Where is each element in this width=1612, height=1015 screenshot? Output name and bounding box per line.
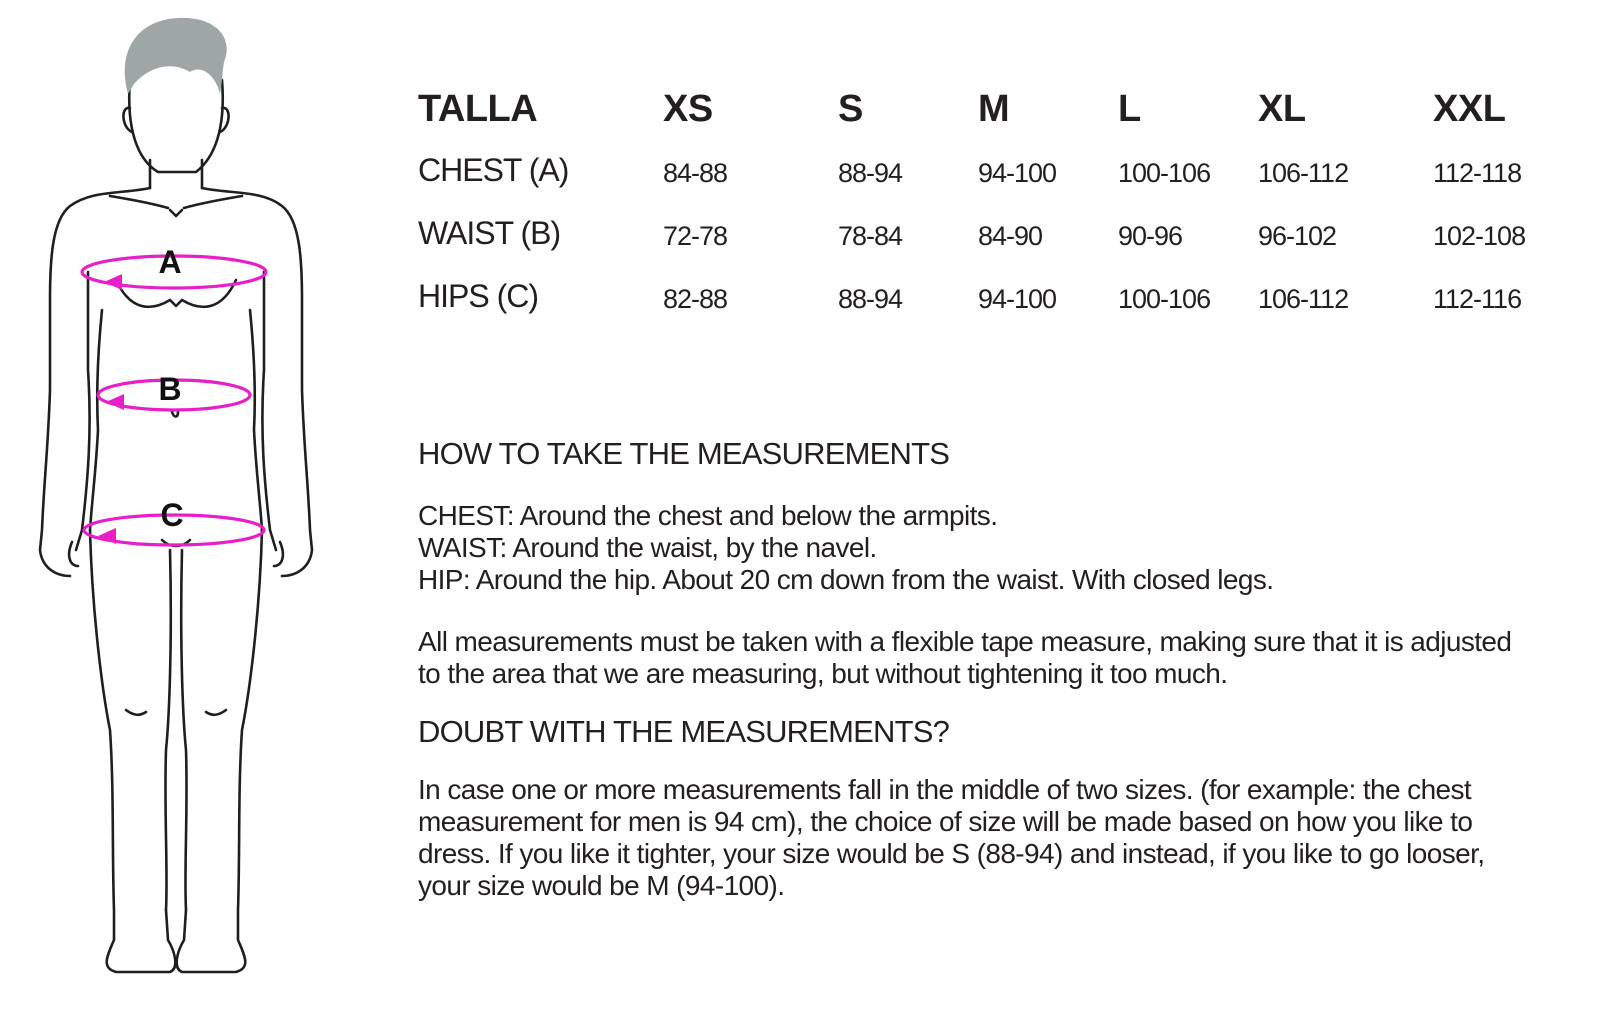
row-label-hips: HIPS (C) <box>418 278 538 314</box>
how-to-title: HOW TO TAKE THE MEASUREMENTS <box>418 436 950 471</box>
size-header-s: S <box>838 88 863 130</box>
table-cell: 106-112 <box>1258 158 1349 188</box>
table-cell: 90-96 <box>1118 221 1183 251</box>
instructions <box>418 436 1588 902</box>
size-header-xs: XS <box>663 88 713 130</box>
size-header-l: L <box>1118 88 1141 130</box>
tape-waist-arrow <box>106 394 124 410</box>
marker-c: C <box>160 497 184 533</box>
table-cell: 84-90 <box>978 221 1043 251</box>
marker-b: B <box>158 371 182 407</box>
flexible-tape-note: All measurements must be taken with a flexible tape measure, making sure that it is adjusted to the area that we are measuring, but without tightening it too much. <box>418 626 1512 689</box>
row-label-waist: WAIST (B) <box>418 215 561 251</box>
table-cell: 96-102 <box>1258 221 1337 251</box>
table-cell: 112-118 <box>1433 158 1522 188</box>
tape-chest-arrow <box>104 274 122 290</box>
table-cell: 88-94 <box>838 284 903 314</box>
table-cell: 82-88 <box>663 284 728 314</box>
table-cell: 94-100 <box>978 284 1057 314</box>
table-cell: 106-112 <box>1258 284 1349 314</box>
head-outline <box>129 80 223 172</box>
hip-instruction: HIP: Around the hip. About 20 cm down from the waist. With closed legs. <box>418 564 1274 595</box>
doubt-text: In case one or more measurements fall in the middle of two sizes. (for example: the chest measurement for men is 94 cm), the choice of size will be made based on how you like to dress. If you like it tighter, your size would be S (88-94) and instead, if you like to go looser, your size would be M (94-100). <box>418 774 1485 901</box>
size-header-xl: XL <box>1258 88 1306 130</box>
size-header-m: M <box>978 88 1010 130</box>
hair-fill <box>125 18 227 94</box>
table-cell: 78-84 <box>838 221 903 251</box>
table-cell: 94-100 <box>978 158 1057 188</box>
table-cell: 88-94 <box>838 158 903 188</box>
table-cell: 72-78 <box>663 221 728 251</box>
size-header-xxl: XXL <box>1433 88 1506 130</box>
table-cell: 100-106 <box>1118 284 1211 314</box>
table-cell: 84-88 <box>663 158 728 188</box>
table-cell: 100-106 <box>1118 158 1211 188</box>
waist-instruction: WAIST: Around the waist, by the navel. <box>418 532 877 563</box>
table-cell: 102-108 <box>1433 221 1526 251</box>
size-table <box>418 80 1598 340</box>
row-label-chest: CHEST (A) <box>418 152 569 188</box>
table-cell: 112-116 <box>1433 284 1522 314</box>
size-header-label: TALLA <box>418 88 538 130</box>
body-figure-illustration <box>30 10 330 1000</box>
marker-a: A <box>158 244 182 280</box>
chest-instruction: CHEST: Around the chest and below the armpits. <box>418 500 998 531</box>
doubt-title: DOUBT WITH THE MEASUREMENTS? <box>418 714 950 749</box>
